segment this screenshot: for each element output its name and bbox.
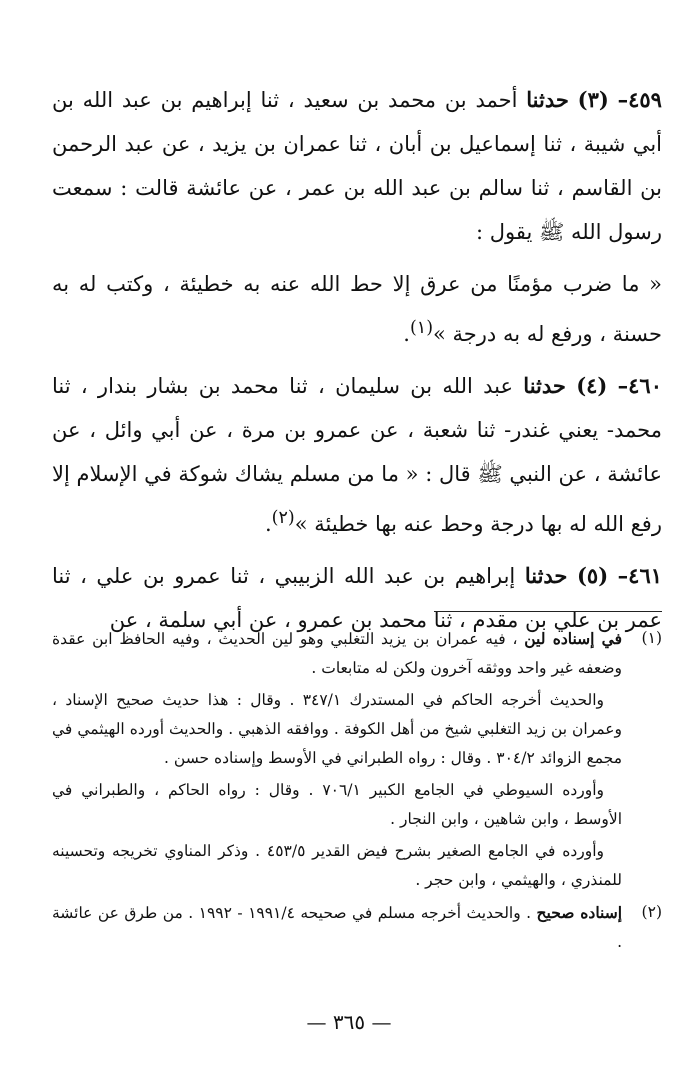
footnote-text: وأورده في الجامع الصغير بشرح فيض القدير ٤٥٣/٥ . وذكر المناوي تخريجه وتحسينه للمنذري ، والهيثمي ، وابن حجر . xyxy=(52,842,622,889)
hadith-subnumber: (٤) xyxy=(576,373,608,398)
hadith-matn: « ما ضرب مؤمنًا من عرق إلا حط الله عنه به خطيئة ، وكتب له به حسنة ، ورفع له به درجة » xyxy=(52,272,662,346)
footnote-2 xyxy=(52,898,662,960)
hadith-isnad: عبد الله بن سليمان ، ثنا محمد بن بشار بندار ، ثنا محمد- يعني غندر- ثنا شعبة ، عن عمرو بن مرة ، عن أبي وائل ، عن عائشة ، عن النبي ﷺ قال : « ما من مسلم يشاك شوكة في الإسلام إلا رفع الله له بها درجة وحط عنه بها خطيئة » xyxy=(52,374,662,536)
footnote-label: إسناده صحيح xyxy=(536,903,623,922)
hadith-keyword: حدثنا xyxy=(523,373,566,398)
footnote-marker: (١) xyxy=(641,629,662,647)
footnote-ref: (١) xyxy=(409,318,434,338)
hadith-isnad: إبراهيم بن عبد الله الزبيبي ، ثنا عمرو بن علي ، ثنا عمر بن علي بن مقدم ، ثنا محمد بن عمرو ، عن أبي سلمة ، عن xyxy=(52,564,662,632)
hadith-459: ٤٥٩– (٣) حدثنا أحمد بن محمد بن سعيد ، ثنا إبراهيم بن عبد الله بن أبي شيبة ، ثنا إسماعيل بن أبان ، ثنا عمران بن يزيد ، عن عبد الرحمن بن القاسم ، ثنا سالم بن عبد الله بن عمر ، عن عائشة قالت : سمعت رسول الله ﷺ يقول : xyxy=(52,87,662,244)
hadith-460: ٤٦٠– (٤) حدثنا عبد الله بن سليمان ، ثنا محمد بن بشار بندار ، ثنا محمد- يعني غندر- ثنا شعبة ، عن عمرو بن مرة ، عن أبي وائل ، عن عائشة ، عن النبي ﷺ قال : « ما من مسلم يشاك شوكة في الإسلام إلا رفع الله له بها درجة وحط عنه بها خطيئة »$^{(٢)}$. xyxy=(52,373,662,536)
footnote-ref: (٢) xyxy=(271,508,295,528)
hadith-number: ٤٦١ xyxy=(628,563,663,588)
hadith-461: ٤٦١– (٥) حدثنا إبراهيم بن عبد الله الزبيبي ، ثنا عمرو بن علي ، ثنا عمر بن علي بن مقدم ، ثنا محمد بن عمرو ، عن أبي سلمة ، عن xyxy=(52,563,663,632)
hadith-459-quote: « ما ضرب مؤمنًا من عرق إلا حط الله عنه به خطيئة ، وكتب له به حسنة ، ورفع له به درجة »$^{(١)}$. xyxy=(52,272,662,346)
hadith-subnumber: (٥) xyxy=(576,563,609,588)
footnote-text: . والحديث أخرجه مسلم في صحيحه ١٩٩١/٤ - ١٩٩٢ . من طرق عن عائشة . xyxy=(52,904,622,951)
hadith-number: ٤٥٩ xyxy=(628,87,662,112)
footnote-divider xyxy=(434,611,662,612)
main-text xyxy=(52,78,662,650)
footnote-label: في إسناده لين xyxy=(524,629,622,648)
footnote-1 xyxy=(52,624,662,898)
hadith-keyword: حدثنا xyxy=(524,563,568,588)
footnote-marker: (٢) xyxy=(641,903,662,921)
hadith-number: ٤٦٠ xyxy=(628,373,662,398)
hadith-subnumber: (٣) xyxy=(577,87,609,112)
page-number: — ٣٦٥ — xyxy=(306,1010,392,1034)
footnote-text: وأورده السيوطي في الجامع الكبير ٧٠٦/١ . وقال : رواه الحاكم ، والطبراني في الأوسط ، وابن شاهين ، وابن النجار . xyxy=(52,781,622,828)
footnote-text: والحديث أخرجه الحاكم في المستدرك ٣٤٧/١ . وقال : هذا حديث صحيح الإسناد ، وعمران بن زيد التغلبي شيخ من أهل الكوفة . ووافقه الذهبي . والحديث أورده الهيثمي في مجمع الزوائد ٣٠٤/٢ . وقال : رواه الطبراني في الأوسط وإسناده حسن . xyxy=(52,691,622,767)
footnotes xyxy=(52,624,662,960)
hadith-keyword: حدثنا xyxy=(526,87,569,112)
footnote-text: ، فيه عمران بن يزيد التغلبي وهو لين الحديث ، وفيه الحافظ ابن عقدة وضعفه غير واحد ووثقه آخرون ولكن له متابعات . xyxy=(52,630,622,677)
hadith-isnad: أحمد بن محمد بن سعيد ، ثنا إبراهيم بن عبد الله بن أبي شيبة ، ثنا إسماعيل بن أبان ، ثنا عمران بن يزيد ، عن عبد الرحمن بن القاسم ، ثنا سالم بن عبد الله بن عمر ، عن عائشة قالت : سمعت رسول الله ﷺ يقول : xyxy=(52,88,662,244)
